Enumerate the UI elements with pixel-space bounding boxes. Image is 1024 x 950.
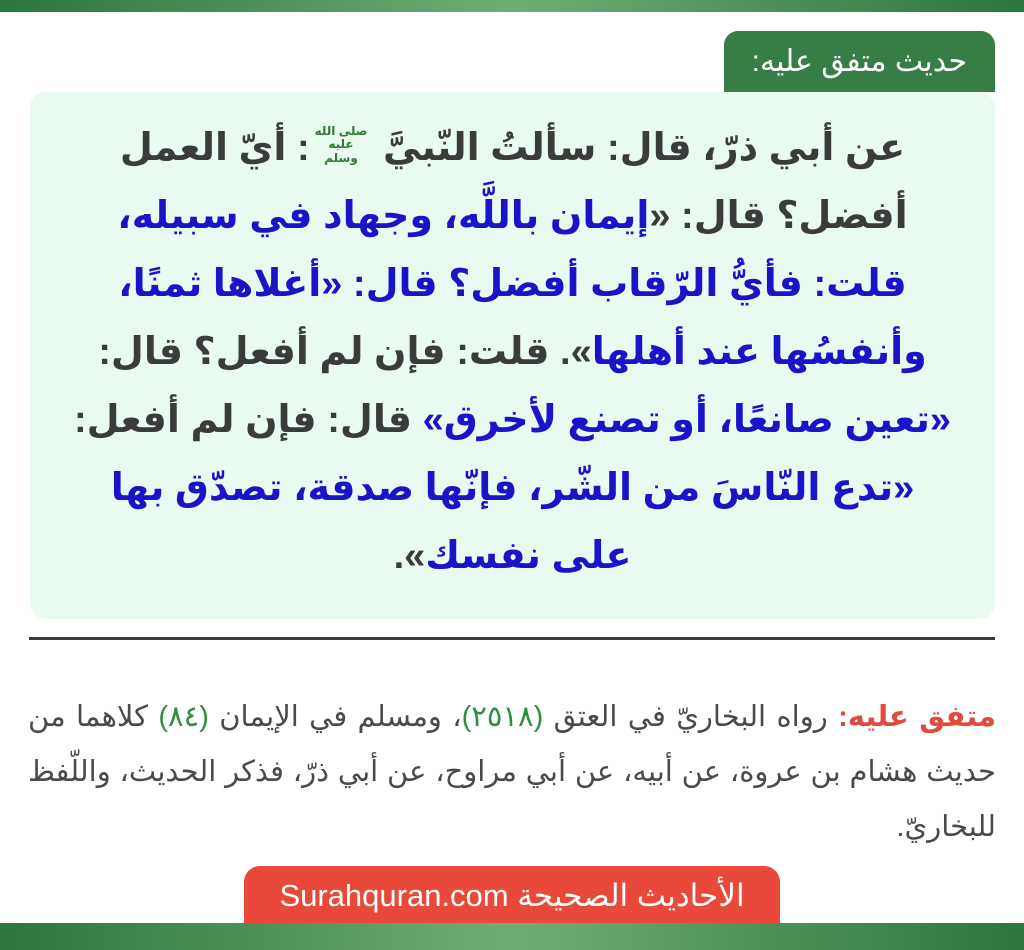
bottom-green-bar [0, 923, 1024, 950]
hadith-segment: قلت: فأيُّ الرّقاب أفضل؟ قال: «أغلاها ثمنًا، [118, 263, 907, 305]
hadith-segment: «تدع النّاسَ من الشّر، فإنّها صدقة، تصدّق بها [110, 467, 915, 509]
muttafaq-label: متفق عليه: [838, 701, 997, 733]
hadith-card [30, 92, 995, 619]
hadith-segment: على نفسك [425, 535, 632, 577]
hadith-line [56, 522, 969, 590]
hadith-line [56, 250, 969, 318]
hadith-segment: إيمان باللَّه، وجهاد في سبيله، [117, 195, 650, 237]
pbuh-ligature-icon: صلى الله عليه وسلم [314, 123, 368, 165]
hadith-text [56, 114, 969, 590]
attribution-segment: ، ومسلم في الإيمان [208, 701, 462, 733]
hadith-segment: عن أبي ذرّ، قال: سألتُ النّبيَّ [372, 127, 906, 169]
top-green-bar [0, 0, 1024, 12]
hadith-segment: أفضل؟ قال: « [649, 195, 908, 237]
hadith-segment: : أيّ العمل [119, 127, 310, 169]
attribution-segment: كلاهما من حديث هشام بن عروة، عن أبيه، عن أبي مراوح، عن أبي ذرّ، فذكر الحديث، واللّفظ للبخاريّ. [28, 701, 996, 843]
hadith-segment: ». [393, 535, 426, 577]
website-link-button[interactable]: الأحاديث الصحيحة Surahquran.com [244, 866, 780, 923]
hadith-segment: وأنفسُها عند أهلها [591, 331, 927, 373]
hadith-segment: ». قلت: فإن لم أفعل؟ قال: [98, 331, 592, 373]
hadith-line [56, 114, 969, 182]
attribution-segment: (٨٤) [158, 701, 209, 733]
hadith-segment: قال: فإن لم أفعل: [73, 399, 423, 441]
horizontal-divider [29, 637, 995, 640]
hadith-line [56, 318, 969, 386]
attribution-paragraph [28, 690, 996, 855]
attribution-segment: رواه البخاريّ في العتق [543, 701, 839, 733]
hadith-segment: «تعين صانعًا، أو تصنع لأخرق» [422, 399, 952, 441]
hadith-line [56, 454, 969, 522]
attribution-segment: (٢٥١٨) [461, 701, 544, 733]
hadith-line [56, 182, 969, 250]
hadith-type-badge: حديث متفق عليه: [724, 31, 995, 92]
hadith-line [56, 386, 969, 454]
